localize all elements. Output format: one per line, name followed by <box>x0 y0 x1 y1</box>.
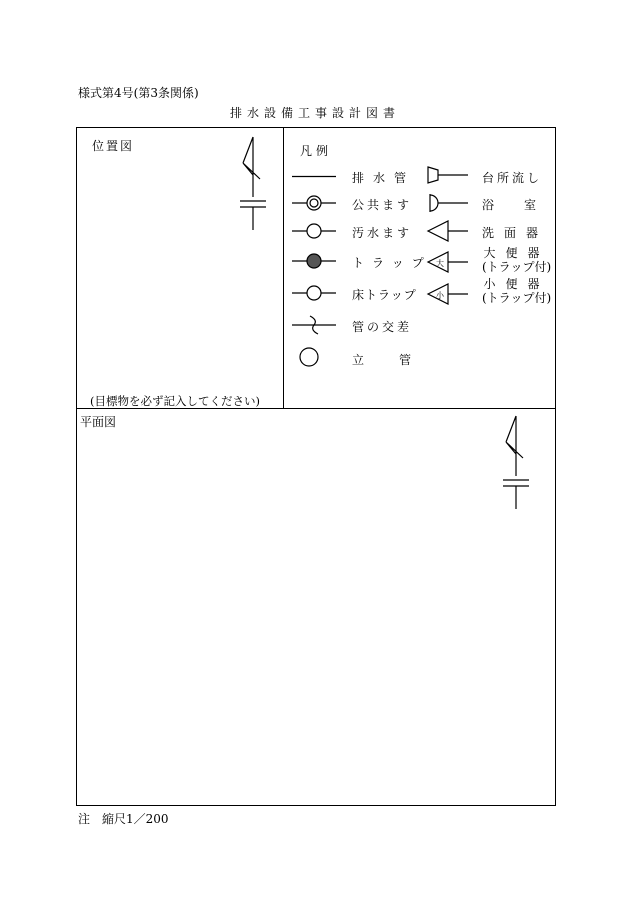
legend-label-public-basin: 公共ます <box>352 198 413 212</box>
legend-label-vertical-pipe: 立管 <box>352 353 447 367</box>
legend-title: 凡例 <box>300 144 333 158</box>
location-map-label: 位置図 <box>92 139 135 153</box>
scale-note: 注 縮尺1／200 <box>78 812 169 826</box>
public-basin-icon <box>292 194 338 212</box>
legend-label-washbasin: 洗面器 <box>482 226 549 240</box>
document-title: 排水設備工事設計図書 <box>229 106 400 120</box>
toilet-small-mark: 小 <box>436 291 444 300</box>
pipe-crossing-icon <box>292 314 338 336</box>
legend-label-kitchen-sink: 台所流し <box>482 171 543 185</box>
toilet-large-sub: (トラップ付) <box>482 260 552 274</box>
kitchen-sink-icon <box>426 165 470 185</box>
legend-label-bath: 浴室 <box>482 198 567 212</box>
trap-icon <box>292 252 338 270</box>
bath-icon <box>426 192 470 214</box>
north-arrow-icon <box>238 135 268 233</box>
toilet-large-mark: 大 <box>436 259 444 268</box>
legend-label-trap: トラップ <box>352 256 432 270</box>
toilet-large-icon <box>426 250 470 274</box>
legend-label-pipe-crossing: 管の交差 <box>352 320 413 334</box>
sewage-basin-icon <box>292 222 338 240</box>
plan-view-label: 平面図 <box>80 415 117 429</box>
toilet-small-icon <box>426 282 470 306</box>
form-number: 様式第4号(第3条関係) <box>78 86 199 100</box>
toilet-small-name: 小便器 <box>483 277 550 291</box>
washbasin-icon <box>426 219 470 243</box>
toilet-small-sub: (トラップ付) <box>482 291 552 305</box>
legend-label-toilet-small <box>482 277 551 305</box>
location-map-note: (目標物を必ず記入してください) <box>90 394 260 408</box>
section-divider-vertical <box>283 127 284 409</box>
north-arrow-icon <box>501 414 531 512</box>
drain-pipe-line-icon <box>292 176 338 178</box>
legend-label-drain-pipe: 排水管 <box>352 171 416 185</box>
legend-label-toilet-large <box>482 246 551 274</box>
toilet-large-name: 大便器 <box>483 246 550 260</box>
vertical-pipe-icon <box>298 346 322 370</box>
legend-label-sewage-basin: 汚水ます <box>352 226 413 240</box>
floor-trap-icon <box>292 284 338 302</box>
legend-label-floor-trap: 床トラップ <box>352 288 417 302</box>
